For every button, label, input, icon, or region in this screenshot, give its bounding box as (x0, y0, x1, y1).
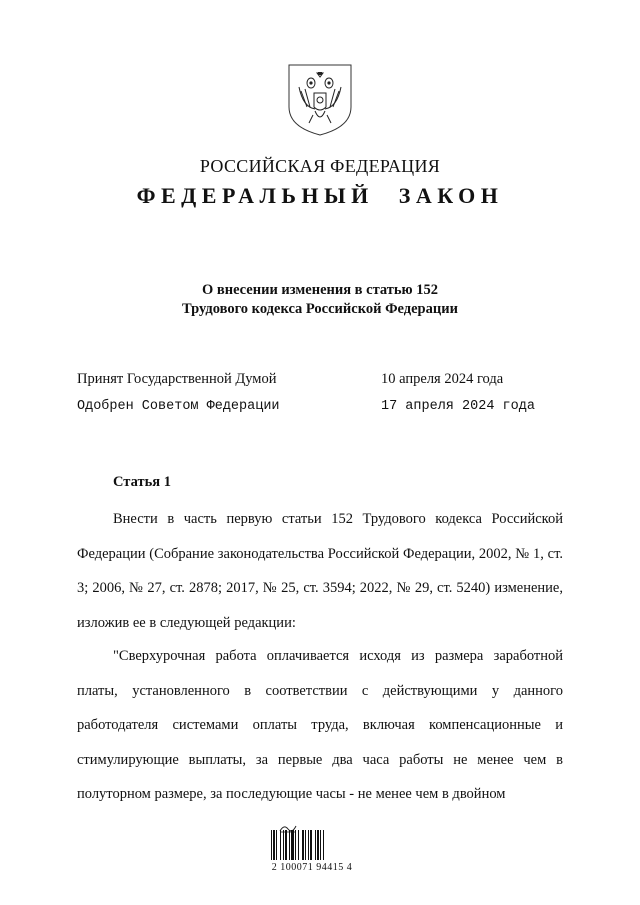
barcode-stripe (302, 830, 304, 860)
adoption-duma-label: Принят Государственной Думой (77, 371, 277, 387)
barcode-stripe (305, 830, 306, 860)
adoption-council-row (77, 399, 547, 414)
barcode-stripe (320, 830, 321, 860)
barcode-stripe (283, 830, 284, 860)
barcode-stripe (276, 830, 277, 860)
barcode-stripe (291, 830, 294, 860)
barcode-stripe (323, 830, 324, 860)
document-type: ФЕДЕРАЛЬНЫЙ ЗАКОН (136, 183, 504, 208)
article-paragraph-2-text: "Сверхурочная работа оплачивается исходя из размера заработной платы, установленного в соответствии с действующими у данного работодателя системами оплаты труда, включая компенсационные и стимулирующие выплаты, за первые два часа работы не менее чем в полуторном размере, за последующие часы - не менее чем в двойном (77, 648, 563, 802)
barcode-stripe (273, 830, 275, 860)
barcode-stripe (280, 830, 281, 860)
barcode-icon (270, 830, 350, 860)
barcode-stripe (295, 830, 296, 860)
barcode-stripe (317, 830, 319, 860)
law-title-line-1: О внесении изменения в статью 152 (201, 282, 438, 298)
article-heading: Статья 1 (113, 474, 171, 490)
adoption-duma-date: 10 апреля 2024 года (381, 371, 504, 387)
barcode-stripe (271, 830, 272, 860)
law-title (0, 281, 640, 319)
adoption-duma-row (77, 371, 547, 388)
barcode-stripe (285, 830, 287, 860)
country-name: РОССИЙСКАЯ ФЕДЕРАЦИЯ (199, 156, 441, 176)
barcode-stripe (315, 830, 316, 860)
barcode-stripe (310, 830, 312, 860)
adoption-council-label: Одобрен Советом Федерации (77, 399, 280, 414)
barcode-number: 2 100071 94415 4 (271, 862, 353, 873)
law-title-line-2: Трудового кодекса Российской Федерации (182, 301, 458, 317)
barcode-stripe (289, 830, 290, 860)
barcode-stripe (298, 830, 299, 860)
coat-of-arms-icon (287, 63, 353, 137)
adoption-council-date: 17 апреля 2024 года (381, 399, 535, 414)
article-paragraph-1-text: Внести в часть первую статьи 152 Трудового кодекса Российской Федерации (Собрание законодательства Российской Федерации, 2002, № 1, ст. 3; 2006, № 27, ст. 2878; 2017, № 25, ст. 3594; 2022, № 29, ст. 5240) изменение, изложив ее в следующей редакции: (77, 511, 563, 631)
barcode-stripe (308, 830, 309, 860)
article-paragraph-1 (77, 502, 563, 640)
article-paragraph-2 (77, 639, 563, 812)
